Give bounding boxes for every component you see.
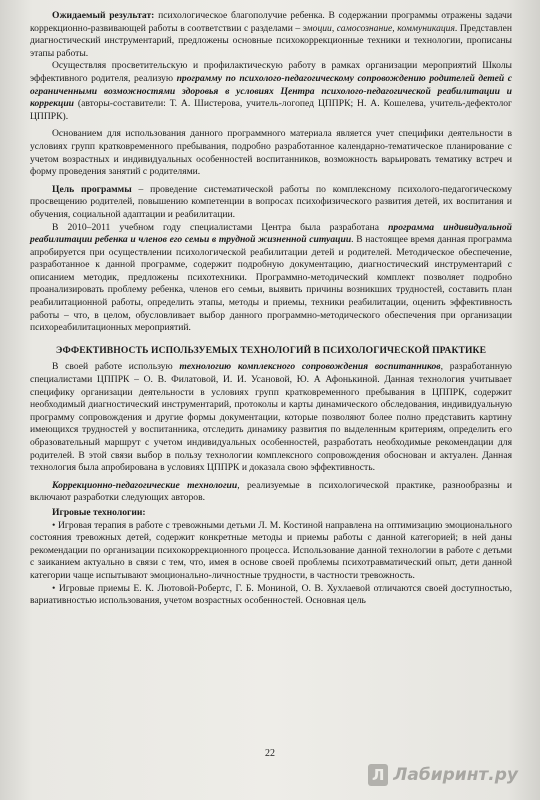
paragraph-text: Основанием для использования данного программного материала является учет специфики деятельности в условиях групп кратковременного пребывания, подробно разработанное календарно-тематическое планирование с учетом возрастных и индивидуальных особенностей воспитанников, возможность варьировать тематику встреч и форму проведения занятий с родителями.: [30, 128, 512, 178]
watermark-logo: [368, 764, 518, 786]
paragraph-text: Осуществляя просветительскую и профилактическую работу в рамках организации мероприятий Школы эффективного родителя, реализую: [30, 60, 512, 84]
page-number: 22: [265, 748, 275, 759]
paragraph: [30, 60, 512, 123]
paragraph-text: (авторы-составители: Т. А. Шистерова, учитель-логопед ЦППРК; Н. А. Кошелева, учитель-дефектолог ЦППРК).: [30, 98, 512, 122]
paragraph: [30, 222, 512, 335]
paragraph-text: В своей работе использую: [52, 361, 180, 373]
section-paragraphs: [30, 361, 512, 505]
emphasis-text: технологию комплексного сопровождения воспитанников: [179, 361, 441, 373]
labirint-logo-icon: Л: [368, 764, 388, 786]
paragraph: [30, 361, 512, 474]
paragraph-text: • Игровая терапия в работе с тревожными детьми Л. М. Костиной направлена на оптимизацию эмоционального состояния тревожных детей, содержит конкретные методы и приемы работы с данной категорией; в ней даны рекомендации по организации психокоррекционного процесса. Использование данной технологии в работе с детьми с заиканием актуально в связи с тем, что, имея в основе своей проблемы психотравматический опыт, дети данной категории чаще испытывают эмоционально-личностные трудности, в частности тревожность.: [30, 519, 512, 581]
paragraph: [30, 10, 512, 60]
paragraph-text: психологическое благополучие ребенка. В содержании программы отражены задачи коррекционно-развивающей работы в соответствии с разделами –: [30, 10, 513, 34]
emphasis-text: Коррекционно-педагогические технологии: [52, 479, 238, 491]
subheading-game-technologies: Игровые технологии:: [52, 506, 146, 518]
watermark-text: Лабиринт.ру: [393, 765, 518, 785]
paragraph-text: , реализуемые в психологической практике, разнообразны и включают разработки следующих авторов.: [30, 479, 512, 504]
emphasis-text: эмоции, самосознание, коммуникация: [302, 22, 455, 34]
paragraph-text: . Представлен диагностический инструментарий, предложены основные психокоррекционные техники и технологии, прописаны этапы работы.: [30, 22, 512, 59]
paragraph-text: . В настоящее время данная программа апробируется при осуществлении психологической реабилитации детей и родителей. Методическое обеспечение, разработанное к данной программе, содержит подробную документацию, диагностический инструментарий с описанием методик, предложены психотехники. Программно-методический комплект позволяет подробно проанализировать проблему ребенка, членов его семьи, выявить причины возникших трудностей, составить план реабилитационной работы, определить этапы, методы и приемы, техники реабилитации, оценить эффективность работы – что, в целом, обусловливает выбор данного программно-методического обеспечения при организации психореабилитационных мероприятий.: [30, 234, 513, 334]
paragraph-text: • Игровые приемы Е. К. Лютовой-Робертс, Г. Б. Мониной, О. В. Хухлаевой отличаются своей доступностью, вариативностью использования, учетом возрастных особенностей. Основная цель: [30, 582, 512, 607]
intro-paragraphs: [30, 10, 512, 335]
paragraph: [30, 480, 512, 505]
game-technology-list: [30, 520, 512, 608]
paragraph-text: В 2010–2011 учебном году специалистами Центра была разработана: [52, 221, 389, 233]
emphasis-text: Цель программы: [52, 183, 132, 195]
paragraph-text: , разработанную специалистами ЦППРК – О. В. Филатовой, И. И. Усановой, Ю. А Афонькиной. Данная технология учитывает специфику организации деятельности в условиях групп кратковременного пребывания в ЦППРК, содержит необходимый диагностический инструментарий, протоколы и карты динамического обследования, индивидуальную программу сопровождения и другие формы документации, которые позволяют более полно представить картину имеющихся трудностей у воспитанника, отследить динамику развития по выделенным критериям, определить его образовательный маршрут с учетом индивидуальных особенностей, разработать необходимые рекомендации для родителей. В этой связи выбор в пользу технологии комплексного сопровождения обоснован и актуален. Данная технология была апробирована в условиях ЦППРК и доказала свою эффективность.: [30, 361, 512, 474]
emphasis-text: Ожидаемый результат:: [52, 10, 155, 21]
emphasis-text: программу по психолого-педагогическому сопровождению родителей детей с ограниченными возможностями здоровья в условиях Центра психолого-педагогической реабилитации и коррекции: [30, 72, 512, 110]
emphasis-text: программа индивидуальной реабилитации ребенка и членов его семьи в трудной жизненной ситуации: [30, 221, 512, 246]
paragraph-text: – проведение систематической работы по комплексному психолого-педагогическому просвещению родителей, повышению компетенции в вопросах психофизического развития детей, их воспитания и обучения, социальной адаптации и реабилитации.: [30, 183, 512, 220]
paragraph: [30, 128, 512, 178]
paragraph: [30, 184, 512, 222]
paragraph: [30, 520, 512, 583]
section-title: ЭФФЕКТИВНОСТЬ ИСПОЛЬЗУЕМЫХ ТЕХНОЛОГИЙ В ПСИХОЛОГИЧЕСКОЙ ПРАКТИКЕ: [55, 344, 487, 356]
paragraph: [30, 583, 512, 608]
